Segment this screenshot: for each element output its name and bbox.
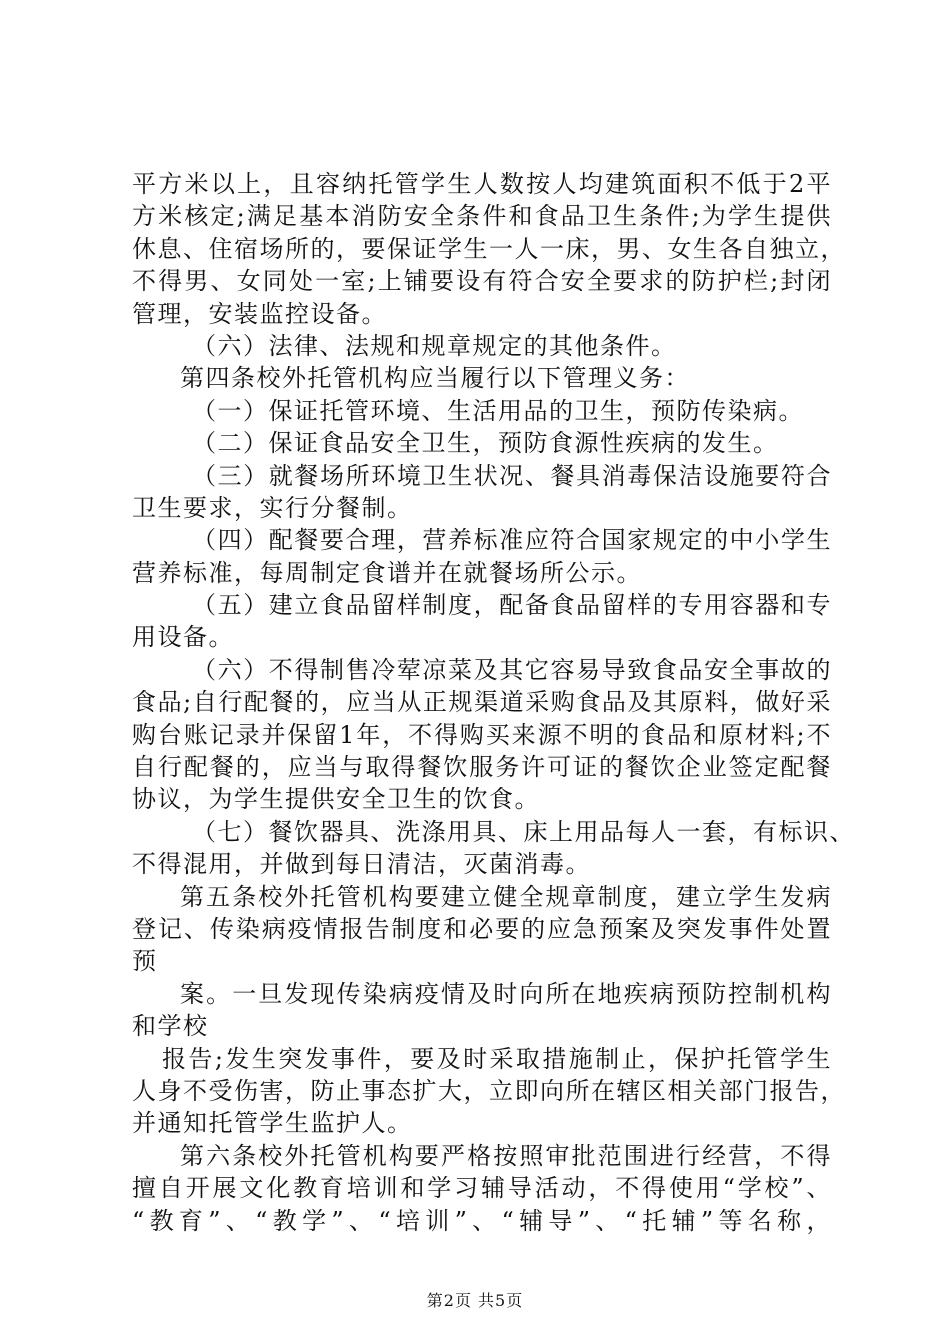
text-line: 案。一旦发现传染病疫情及时向所在地疾病预防控制机构 [180, 979, 832, 1008]
text-line: （六）不得制售冷荤凉菜及其它容易导致食品安全事故的 [192, 655, 832, 684]
text-line: 管理，安装监控设备。 [132, 299, 387, 328]
text-line: 食品;自行配餐的，应当从正规渠道采购食品及其原料，做好采 [132, 688, 832, 717]
text-line: （三）就餐场所环境卫生状况、餐具消毒保洁设施要符合 [192, 461, 832, 490]
document-body [132, 168, 855, 1237]
text-line: （二）保证食品安全卫生，预防食源性疾病的发生。 [192, 429, 779, 458]
text-line: 第六条校外托管机构要严格按照审批范围进行经营，不得 [180, 1141, 832, 1170]
text-line: 第五条校外托管机构要建立健全规章制度，建立学生发病 [180, 882, 832, 911]
text-line: 擅自开展文化教育培训和学习辅导活动，不得使用“学校”、 [132, 1174, 832, 1203]
text-line: （六）法律、法规和规章规定的其他条件。 [192, 331, 677, 360]
text-line: 不得混用，并做到每日清洁，灭菌消毒。 [132, 850, 591, 879]
text-line: （四）配餐要合理，营养标准应符合国家规定的中小学生 [192, 526, 832, 555]
text-line: 协议，为学生提供安全卫生的饮食。 [132, 785, 540, 814]
text-line: “教育”、“教学”、“培训”、“辅导”、“托辅”等名称， [132, 1206, 832, 1235]
text-line: （五）建立食品留样制度，配备食品留样的专用容器和专 [192, 591, 832, 620]
text-line: 平方米以上，且容纳托管学生人数按人均建筑面积不低于2平 [132, 170, 832, 198]
text-line: 并通知托管学生监护人。 [132, 1109, 413, 1138]
text-line: 购台账记录并保留1年，不得购买来源不明的食品和原材料;不 [132, 720, 832, 749]
text-line: 预 [132, 947, 158, 976]
text-line: 营养标准，每周制定食谱并在就餐场所公示。 [132, 558, 642, 587]
text-line: （一）保证托管环境、生活用品的卫生，预防传染病。 [192, 396, 804, 425]
text-line: （七）餐饮器具、洗涤用具、床上用品每人一套，有标识、 [192, 817, 855, 846]
text-line: 休息、住宿场所的，要保证学生一人一床，男、女生各自独立， [132, 234, 846, 263]
text-line: 第四条校外托管机构应当履行以下管理义务： [180, 364, 690, 393]
text-line: 卫生要求，实行分餐制。 [132, 493, 413, 522]
page-number-footer: 第2页 共5页 [426, 1291, 524, 1310]
text-line: 自行配餐的，应当与取得餐饮服务许可证的餐饮企业签定配餐 [132, 753, 832, 782]
text-line: 报告;发生突发事件，要及时采取措施制止，保护托管学生 [162, 1044, 832, 1073]
text-line: 人身不受伤害，防止事态扩大，立即向所在辖区相关部门报告， [132, 1076, 846, 1105]
text-line: 方米核定;满足基本消防安全条件和食品卫生条件;为学生提供 [132, 202, 832, 231]
text-line: 用设备。 [132, 623, 234, 652]
text-line: 不得男、女同处一室;上铺要设有符合安全要求的防护栏;封闭 [132, 267, 832, 296]
text-line: 登记、传染病疫情报告制度和必要的应急预案及突发事件处置 [132, 914, 832, 943]
text-line: 和学校 [132, 1012, 209, 1041]
